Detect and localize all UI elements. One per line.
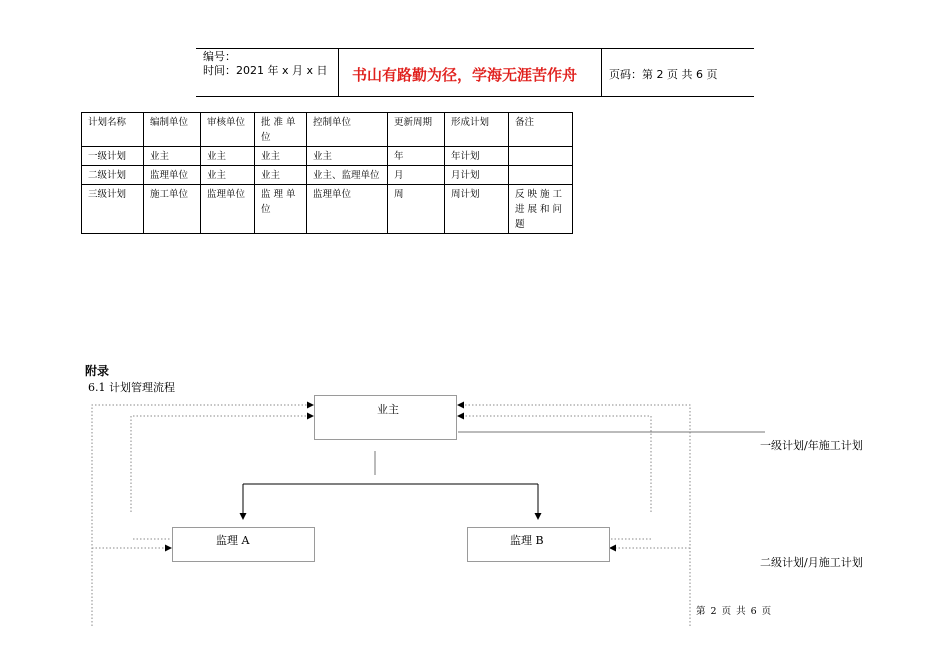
table-cell: 一级计划 <box>82 147 144 166</box>
header-motto: 书山有路勤为径，学海无涯苦作舟 <box>352 66 578 84</box>
table-cell: 监理单位 <box>201 185 255 234</box>
table-header-cell: 编制单位 <box>144 113 201 147</box>
table-cell: 二级计划 <box>82 166 144 185</box>
table-cell: 监 理 单 位 <box>255 185 307 234</box>
table-header-cell: 批 准 单 位 <box>255 113 307 147</box>
table-cell: 业主、监理单位 <box>307 166 388 185</box>
table-cell: 业主 <box>201 166 255 185</box>
table-header-cell: 备注 <box>509 113 573 147</box>
table-cell: 业主 <box>201 147 255 166</box>
table-cell: 业主 <box>307 147 388 166</box>
table-header-cell: 审核单位 <box>201 113 255 147</box>
table-cell: 周 <box>388 185 445 234</box>
flow-line-inner-right <box>458 416 651 512</box>
table-cell: 反映施工进展和问题 <box>509 185 573 234</box>
table-cell: 三级计划 <box>82 185 144 234</box>
table-cell: 监理单位 <box>307 185 388 234</box>
table-cell: 业主 <box>255 166 307 185</box>
footer-page-number: 第 2 页 共 6 页 <box>696 606 773 617</box>
flow-line-outer-left <box>92 405 313 626</box>
flow-line-outer-right <box>458 405 690 626</box>
appendix-subtitle: 6.1 计划管理流程 <box>88 381 175 394</box>
table-cell: 月计划 <box>445 166 509 185</box>
level2-plan-label: 二级计划/月施工计划 <box>760 556 863 569</box>
level1-plan-label: 一级计划/年施工计划 <box>760 439 863 452</box>
table-cell: 业主 <box>255 147 307 166</box>
time-label: 时间：2021 年 x 月 x 日 <box>203 64 328 77</box>
header-page-info: 页码：第 2 页 共 6 页 <box>609 68 718 81</box>
table-header-cell: 更新周期 <box>388 113 445 147</box>
table-cell: 年计划 <box>445 147 509 166</box>
table-cell: 施工单位 <box>144 185 201 234</box>
serial-label: 编号： <box>203 50 236 63</box>
table-cell: 周计划 <box>445 185 509 234</box>
owner-box-label: 业主 <box>377 403 399 416</box>
table-header-cell: 计划名称 <box>82 113 144 147</box>
table-cell: 月 <box>388 166 445 185</box>
appendix-title: 附录 <box>85 364 110 378</box>
supervisor-b-label: 监理 B <box>510 534 544 547</box>
table-cell: 年 <box>388 147 445 166</box>
table-cell: 监理单位 <box>144 166 201 185</box>
flow-line-inner-left <box>131 416 313 512</box>
supervisor-a-label: 监理 A <box>216 534 250 547</box>
table-header-cell: 控制单位 <box>307 113 388 147</box>
table-header-cell: 形成计划 <box>445 113 509 147</box>
table-cell: 业主 <box>144 147 201 166</box>
